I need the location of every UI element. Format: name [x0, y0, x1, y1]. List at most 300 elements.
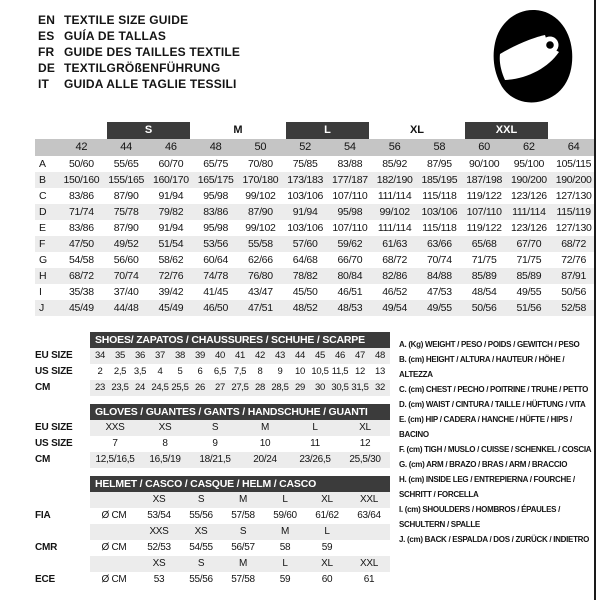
value-cell: 23/26,5	[290, 452, 340, 468]
value-cell: 30	[310, 380, 330, 396]
size-header-row	[35, 139, 596, 156]
legend-item: F. (cm) TIGH / MUSLO / CUISSE / SCHENKEL / COSCIA	[399, 445, 592, 454]
value-cell: 25,5	[170, 380, 190, 396]
value-cell: 71/74	[68, 206, 94, 218]
value-cell: 119/122	[466, 222, 502, 234]
value-cell: 41	[230, 348, 250, 364]
corner-cell	[35, 139, 59, 156]
value-cell: 95/98	[337, 206, 363, 218]
value-cell: 38	[170, 348, 190, 364]
value-cell: 107/110	[332, 190, 368, 202]
size-cell: 62	[523, 141, 535, 153]
value-cell: 64/68	[292, 254, 318, 266]
value-cell: 82/86	[382, 270, 408, 282]
value-cell: 3,5	[133, 366, 147, 377]
spacer-cell	[90, 492, 138, 508]
language-row	[38, 76, 240, 92]
language-title: TEXTILGRÖßENFÜHRUNG	[64, 61, 221, 75]
measurement-row	[35, 188, 596, 204]
size-group-cell: L	[286, 122, 370, 139]
value-cell: 49/52	[113, 238, 139, 250]
value-cell: XXS	[90, 420, 140, 436]
value-cell: 51/56	[516, 302, 542, 314]
legend-item: G. (cm) ARM / BRAZO / BRAS / ARM / BRACCIO	[399, 460, 568, 469]
row-letter: E	[39, 222, 47, 234]
row-label: US SIZE	[35, 366, 73, 377]
value-cell: 24,5	[150, 380, 170, 396]
diameter-cell: Ø CM	[101, 574, 127, 585]
size-cell: XS	[138, 492, 180, 508]
value-cell: 115/119	[556, 206, 591, 218]
size-cell: M	[264, 524, 306, 540]
measurement-row	[35, 220, 596, 236]
value-cell: 55/65	[113, 158, 139, 170]
value-cell: 60/70	[158, 158, 184, 170]
legend-item: D. (cm) WAIST / CINTURA / TAILLE / HÜFTUNG / VITA	[399, 400, 586, 409]
row-letter: J	[39, 302, 45, 314]
legend-item: I. (cm) SHOULDERS / HOMBROS / ÉPAULES / SCHULTERN / SPALLE	[399, 505, 561, 529]
value-cell: 36	[130, 348, 150, 364]
value-cell: 119/122	[466, 190, 502, 202]
value-cell: 99/102	[245, 222, 276, 234]
language-code: FR	[38, 45, 55, 59]
value-cell: 12	[355, 366, 365, 377]
language-title: GUIDA ALLE TAGLIE TESSILI	[64, 77, 237, 91]
spacer-cell	[90, 556, 138, 572]
value-cell: 107/110	[466, 206, 502, 218]
value-cell: 11	[310, 438, 320, 449]
value-cell: 160/170	[152, 174, 189, 186]
value-cell: 52/58	[561, 302, 587, 314]
value-cell: 45	[310, 348, 330, 364]
value-cell: 65/75	[203, 158, 229, 170]
value-cell: 150/160	[63, 174, 100, 186]
value-cell: 47/53	[426, 286, 452, 298]
value-cell: 54/55	[189, 542, 213, 553]
value-cell: 47/50	[68, 238, 94, 250]
value-cell: 32	[370, 380, 390, 396]
value-cell: 68/72	[382, 254, 408, 266]
measurement-row	[35, 300, 596, 316]
language-code: EN	[38, 13, 56, 27]
size-cell: L	[264, 556, 306, 572]
value-cell: 105/115	[556, 158, 592, 170]
size-cell: XXL	[348, 492, 390, 508]
value-cell: 20/24	[240, 452, 290, 468]
shoes-table	[35, 332, 390, 396]
value-cell: 23	[90, 380, 110, 396]
size-cell: S	[180, 492, 222, 508]
value-cell: 115/118	[422, 222, 457, 234]
size-cell: L	[264, 492, 306, 508]
value-cell: 30,5	[330, 380, 350, 396]
value-cell: 47	[350, 348, 370, 364]
value-cell: 59/62	[337, 238, 363, 250]
value-cell: 12,5/16,5	[90, 452, 140, 468]
size-cell: 48	[209, 141, 222, 153]
size-group-row	[35, 122, 596, 139]
size-cell: XS	[180, 524, 222, 540]
value-cell: 85/92	[382, 158, 408, 170]
value-cell: 49/55	[426, 302, 452, 314]
value-cell: 46/52	[382, 286, 408, 298]
row-label: EU SIZE	[35, 422, 73, 433]
value-cell: 70/74	[426, 254, 452, 266]
size-group-cell	[35, 122, 104, 139]
value-cell: 63/66	[426, 238, 452, 250]
value-cell: 123/126	[510, 222, 547, 234]
size-cell: 46	[165, 141, 177, 153]
value-cell: 61	[363, 574, 375, 585]
size-cell: 52	[299, 141, 311, 153]
value-cell: 45/49	[158, 302, 184, 314]
value-cell: 57/58	[231, 574, 255, 585]
value-cell: 46/50	[203, 302, 229, 314]
value-cell: 10,5	[311, 366, 329, 377]
value-cell: 43/47	[247, 286, 273, 298]
value-cell: 87/90	[113, 190, 139, 202]
value-cell: 58/62	[158, 254, 184, 266]
legend-item: H. (cm) INSIDE LEG / ENTREPIERNA / FOURCHE / SCHRITT / FORCELLA	[399, 475, 575, 499]
value-cell: 46/51	[337, 286, 363, 298]
size-cell	[348, 524, 390, 540]
value-cell: 99/102	[245, 190, 276, 202]
language-title: GUIDE DES TAILLES TEXTILE	[64, 45, 241, 59]
size-cell: S	[222, 524, 264, 540]
value-cell: 26	[190, 380, 210, 396]
value-cell: 70/74	[113, 270, 139, 282]
value-cell: 41/45	[203, 286, 229, 298]
value-cell: 83/88	[337, 158, 363, 170]
value-cell: 91/94	[158, 190, 184, 202]
row-label	[35, 556, 90, 572]
value-cell: 28	[250, 380, 270, 396]
row-label: CMR	[35, 542, 58, 553]
value-cell: 87/90	[247, 206, 273, 218]
legend-item: A. (Kg) WEIGHT / PESO / POIDS / GEWITCH / PESO	[399, 340, 580, 349]
value-cell: 68/72	[561, 238, 587, 250]
value-cell: 8	[257, 366, 263, 377]
measurement-row	[35, 156, 596, 172]
value-cell: 47/51	[247, 302, 273, 314]
value-cell: 50/56	[471, 302, 497, 314]
row-letter: H	[39, 270, 47, 282]
language-code: DE	[38, 61, 56, 75]
value-cell: 57/58	[231, 510, 255, 521]
size-cell: L	[306, 524, 348, 540]
value-cell: 84/88	[426, 270, 452, 282]
value-cell: 13	[375, 366, 385, 377]
value-cell: 185/195	[421, 174, 458, 186]
value-cell: 63/64	[357, 510, 381, 521]
language-list	[38, 12, 240, 92]
size-cell: XXL	[348, 556, 390, 572]
value-cell: 76/80	[247, 270, 273, 282]
row-letter: D	[39, 206, 47, 218]
value-cell: 95/98	[203, 190, 229, 202]
value-cell: 9	[212, 438, 218, 449]
value-cell: M	[240, 420, 290, 436]
value-cell: 59	[279, 574, 291, 585]
measurement-row	[35, 172, 596, 188]
measurement-row	[35, 236, 596, 252]
value-cell: 35	[110, 348, 130, 364]
value-cell: 127/130	[555, 190, 592, 202]
value-cell: 7,5	[233, 366, 247, 377]
value-cell: 43	[270, 348, 290, 364]
value-cell: 103/106	[421, 206, 458, 218]
row-label	[35, 524, 90, 540]
diameter-cell: Ø CM	[101, 510, 127, 521]
value-cell: 87/95	[426, 158, 452, 170]
value-cell: 34	[90, 348, 110, 364]
size-cell: 54	[344, 141, 356, 153]
row-letter: A	[39, 158, 47, 170]
value-cell: 123/126	[510, 190, 547, 202]
helmet-icon	[486, 6, 578, 106]
value-cell: 49/55	[516, 286, 542, 298]
value-cell: 6	[197, 366, 203, 377]
value-cell: 107/110	[332, 222, 368, 234]
value-cell: 6,5	[213, 366, 227, 377]
size-cell: 42	[75, 141, 88, 153]
value-cell: 87/90	[113, 222, 139, 234]
value-cell: 9	[277, 366, 283, 377]
value-cell: 40	[210, 348, 230, 364]
value-cell: 71/75	[516, 254, 542, 266]
size-cell: 58	[433, 141, 446, 153]
row-letter: I	[39, 286, 42, 298]
value-cell: 12	[359, 438, 371, 449]
row-label: EU SIZE	[35, 350, 73, 361]
size-cell: 64	[567, 141, 580, 153]
value-cell: 190/200	[510, 174, 547, 186]
size-cell: XL	[306, 492, 348, 508]
value-cell: 72/76	[561, 254, 587, 266]
value-cell: 50/56	[561, 286, 587, 298]
legend-item: E. (cm) HIP / CADERA / HANCHE / HÜFTE / HIPS / BACINO	[399, 415, 572, 439]
value-cell: 65/68	[471, 238, 497, 250]
value-cell: 56/60	[113, 254, 139, 266]
row-letter: C	[39, 190, 47, 202]
table-title: HELMET / CASCO / CASQUE / HELM / CASCO	[90, 476, 390, 492]
measurement-row	[35, 284, 596, 300]
value-cell: 70/80	[247, 158, 273, 170]
value-cell: 10	[295, 366, 305, 377]
size-cell: S	[180, 556, 222, 572]
value-cell: 53	[153, 574, 165, 585]
value-cell: 95/98	[203, 222, 229, 234]
size-cell: XS	[138, 556, 180, 572]
value-cell: 51/54	[158, 238, 184, 250]
value-cell: 37	[150, 348, 170, 364]
value-cell: 173/183	[287, 174, 324, 186]
value-cell: XL	[340, 420, 390, 436]
value-cell: 59/60	[273, 510, 297, 521]
language-row	[38, 44, 240, 60]
legend-item: J. (cm) BACK / ESPALDA / DOS / ZURÜCK / INDIETRO	[399, 535, 590, 544]
legend-item: C. (cm) CHEST / PECHO / POITRINE / TRUHE / PETTO	[399, 385, 589, 394]
size-group-cell	[551, 122, 596, 139]
value-cell: 80/84	[337, 270, 363, 282]
value-cell: 59	[321, 542, 333, 553]
value-cell: 91/94	[292, 206, 318, 218]
value-cell: 53/56	[203, 238, 229, 250]
table-title: SHOES/ ZAPATOS / CHAUSSURES / SCHUHE / SCARPE	[90, 332, 390, 348]
value-cell: 57/60	[292, 238, 318, 250]
value-cell: 48/54	[471, 286, 497, 298]
row-letter: B	[39, 174, 47, 186]
value-cell: 28,5	[270, 380, 290, 396]
value-cell: 71/75	[471, 254, 497, 266]
value-cell: 7	[112, 438, 118, 449]
row-letter: F	[39, 238, 46, 250]
size-cell: 60	[478, 141, 490, 153]
value-cell: 127/130	[555, 222, 592, 234]
value-cell: 5	[177, 366, 183, 377]
value-cell: 23,5	[110, 380, 130, 396]
value-cell: L	[290, 420, 340, 436]
value-cell: 95/100	[513, 158, 545, 170]
value-cell: 2,5	[113, 366, 127, 377]
value-cell: 60/64	[203, 254, 229, 266]
value-cell: 83/86	[203, 206, 229, 218]
page-edge-divider	[594, 0, 596, 600]
value-cell: 35/38	[68, 286, 94, 298]
size-group-cell: XL	[409, 124, 425, 136]
value-cell: 103/106	[287, 190, 324, 202]
value-cell: 55/56	[189, 574, 213, 585]
value-cell: 2	[97, 366, 103, 377]
value-cell: 4	[157, 366, 163, 377]
value-cell: 67/70	[516, 238, 542, 250]
value-cell: 55/58	[247, 238, 273, 250]
value-cell: 18/21,5	[190, 452, 240, 468]
size-cell: XL	[306, 556, 348, 572]
gloves-table	[35, 404, 390, 468]
value-cell: 39/42	[158, 286, 184, 298]
value-cell: 39	[190, 348, 210, 364]
helmet-table	[35, 476, 390, 588]
value-cell: 60	[321, 574, 333, 585]
size-cell: M	[222, 556, 264, 572]
value-cell: 78/82	[292, 270, 318, 282]
textile-size-table	[35, 122, 596, 316]
value-cell: 75/78	[113, 206, 139, 218]
value-cell: 37/40	[113, 286, 139, 298]
value-cell: 103/106	[287, 222, 324, 234]
value-cell: 8	[162, 438, 168, 449]
language-row	[38, 28, 240, 44]
language-code: ES	[38, 29, 55, 43]
value-cell: 72/76	[158, 270, 184, 282]
table-title: GLOVES / GUANTES / GANTS / HANDSCHUHE / GUANTI	[90, 404, 390, 420]
value-cell: 177/187	[331, 174, 368, 186]
value-cell: 68/72	[68, 270, 94, 282]
value-cell: 85/89	[471, 270, 497, 282]
value-cell: 74/78	[203, 270, 229, 282]
language-title: GUÍA DE TALLAS	[64, 29, 167, 43]
size-cell: 44	[120, 141, 132, 153]
measurement-row	[35, 268, 596, 284]
value-cell: 48/53	[337, 302, 363, 314]
value-cell: 75/85	[292, 158, 318, 170]
value-cell: 10	[259, 438, 271, 449]
size-cell: 56	[388, 141, 401, 153]
row-label: CM	[35, 382, 51, 393]
row-label	[35, 492, 90, 508]
size-group-cell: S	[107, 122, 191, 139]
value-cell: 31,5	[350, 380, 370, 396]
value-cell: 61/63	[382, 238, 408, 250]
value-cell: 44	[290, 348, 310, 364]
legend-item: B. (cm) HEIGHT / ALTURA / HAUTEUR / HÖHE / ALTEZZA	[399, 355, 565, 379]
value-cell: 49/54	[382, 302, 408, 314]
value-cell	[348, 540, 390, 556]
value-cell: 44/48	[113, 302, 139, 314]
value-cell: 85/89	[516, 270, 542, 282]
size-cell: 50	[254, 141, 267, 153]
spacer-cell	[90, 524, 138, 540]
size-cell: M	[222, 492, 264, 508]
value-cell: 66/70	[337, 254, 363, 266]
value-cell: 48	[370, 348, 390, 364]
value-cell: 46	[330, 348, 350, 364]
value-cell: 190/200	[555, 174, 592, 186]
value-cell: 187/198	[466, 174, 503, 186]
value-cell: 56/57	[231, 542, 255, 553]
row-letter: G	[39, 254, 48, 266]
value-cell: 24	[130, 380, 150, 396]
value-cell: 91/94	[158, 222, 184, 234]
size-group-cell: XXL	[465, 122, 549, 139]
value-cell: 115/118	[422, 190, 457, 202]
value-cell: 83/86	[68, 190, 94, 202]
row-label: CM	[35, 454, 51, 465]
value-cell: 54/58	[68, 254, 94, 266]
value-cell: 165/175	[197, 174, 234, 186]
value-cell: 87/91	[561, 270, 587, 282]
language-code: IT	[38, 77, 50, 91]
row-label: US SIZE	[35, 438, 73, 449]
value-cell: 25,5/30	[340, 452, 390, 468]
value-cell: 99/102	[379, 206, 410, 218]
value-cell: 42	[250, 348, 270, 364]
value-cell: 27,5	[230, 380, 250, 396]
size-cell: XXS	[138, 524, 180, 540]
language-title: TEXTILE SIZE GUIDE	[64, 13, 189, 27]
row-label: ECE	[35, 574, 55, 585]
value-cell: 45/49	[68, 302, 94, 314]
value-cell: 53/54	[147, 510, 171, 521]
size-group-cell: M	[233, 124, 243, 136]
value-cell: 111/114	[377, 190, 412, 202]
value-cell: 62/66	[247, 254, 273, 266]
measurement-row	[35, 252, 596, 268]
value-cell: 111/114	[377, 222, 412, 234]
measurement-legend	[399, 337, 599, 547]
diameter-cell: Ø CM	[101, 542, 127, 553]
value-cell: 27	[210, 380, 230, 396]
value-cell: S	[190, 420, 240, 436]
value-cell: 11,5	[331, 366, 349, 377]
value-cell: 155/165	[108, 174, 145, 186]
value-cell: 45/50	[292, 286, 318, 298]
measurement-row	[35, 204, 596, 220]
value-cell: 79/82	[158, 206, 184, 218]
language-row	[38, 12, 240, 28]
value-cell: 29	[290, 380, 310, 396]
